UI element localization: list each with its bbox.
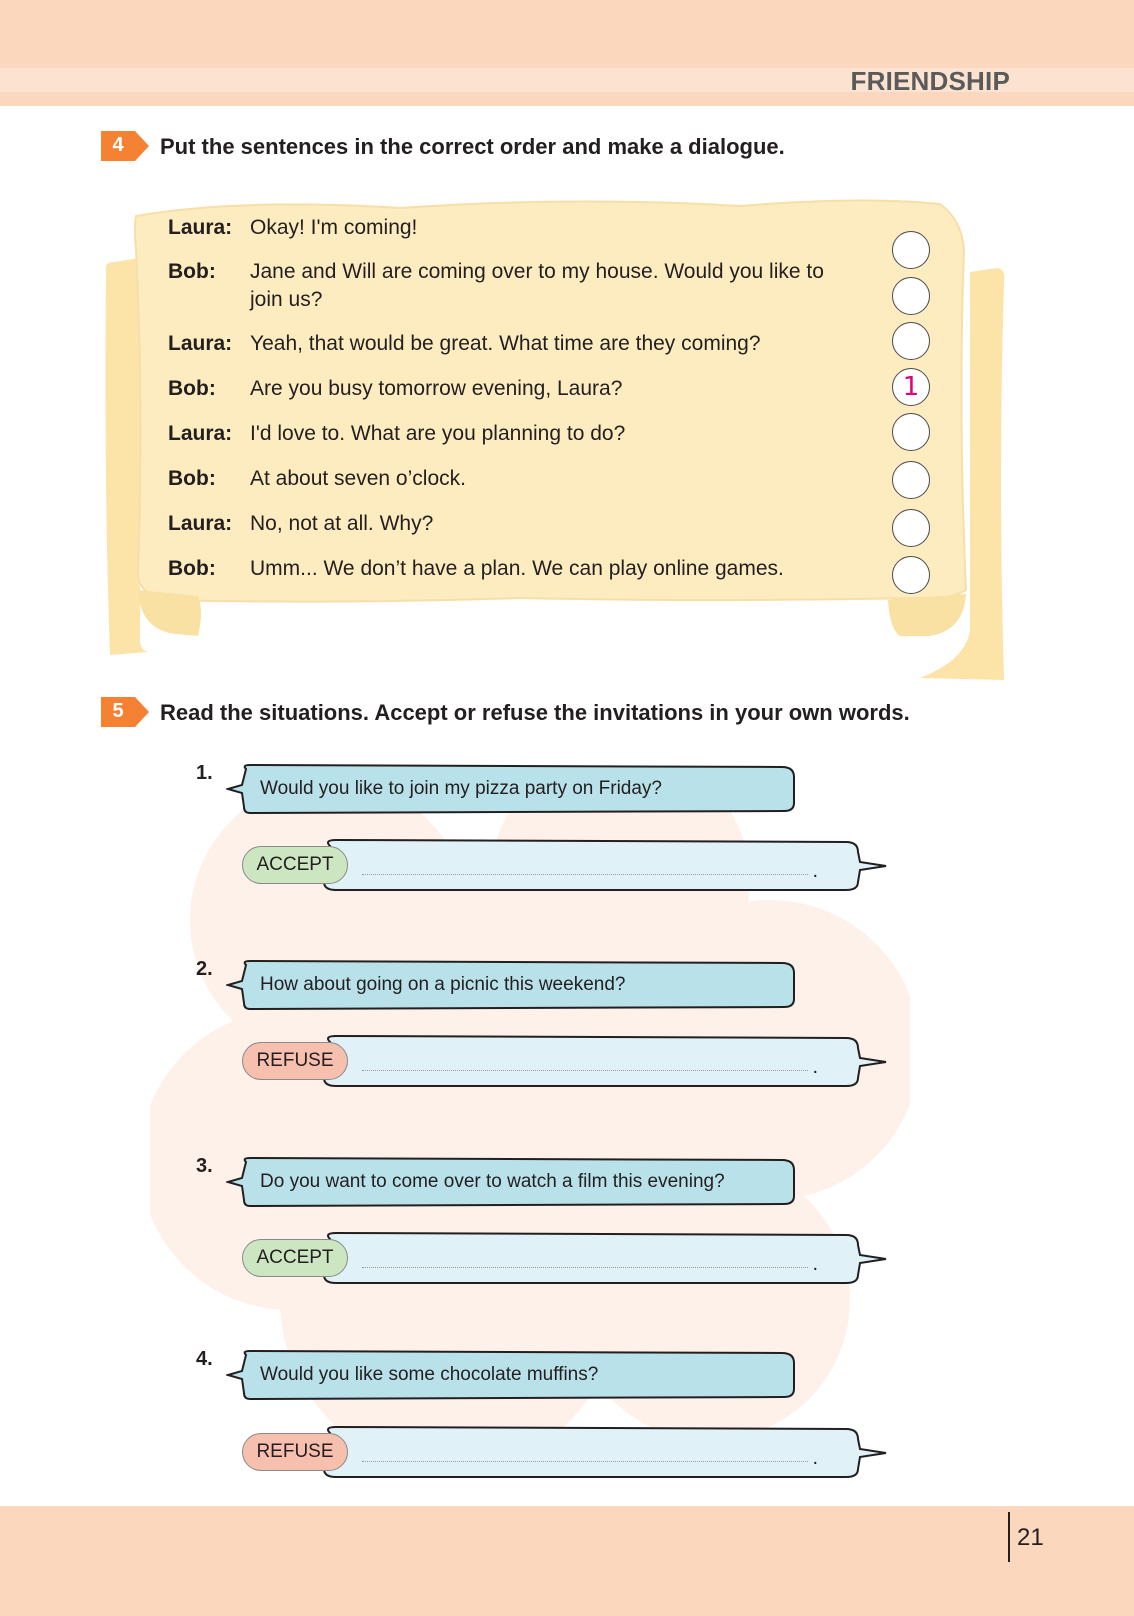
unit-title: FRIENDSHIP: [850, 66, 1010, 96]
answer-bubble: [240, 1231, 890, 1285]
accept-label: ACCEPT: [242, 846, 348, 884]
speaker-name: Laura:: [168, 422, 233, 445]
answer-period: .: [812, 1056, 818, 1078]
question-bubble: [226, 1349, 796, 1401]
item-number: 1.: [196, 762, 213, 784]
answer-line[interactable]: [362, 1461, 808, 1462]
refuse-label: REFUSE: [242, 1433, 348, 1471]
dialogue-text: Umm... We don’t have a plan. We can play online games.: [250, 557, 784, 580]
dialogue-text: Okay! I'm coming!: [250, 216, 418, 239]
answer-line[interactable]: [362, 1070, 808, 1071]
item-number: 4.: [196, 1348, 213, 1370]
answer-period: .: [812, 860, 818, 882]
item-number: 2.: [196, 958, 213, 980]
accept-label: ACCEPT: [242, 1239, 348, 1277]
question-bubble: [226, 959, 796, 1011]
page-number-rule: [1008, 1512, 1010, 1562]
dialogue-text: Yeah, that would be great. What time are they coming?: [250, 332, 761, 355]
question-text: How about going on a picnic this weekend?: [260, 974, 626, 995]
exercise-4-badge: [101, 131, 145, 161]
question-text: Would you like to join my pizza party on Friday?: [260, 778, 662, 799]
answer-period: .: [812, 1253, 818, 1275]
order-box[interactable]: [892, 322, 930, 360]
dialogue-text: I'd love to. What are you planning to do?: [250, 422, 626, 445]
question-text: Would you like some chocolate muffins?: [260, 1364, 599, 1385]
order-box[interactable]: [892, 509, 930, 547]
speaker-name: Bob:: [168, 260, 216, 283]
speaker-name: Laura:: [168, 332, 233, 355]
answer-bubble: [240, 838, 890, 892]
dialogue-text: Jane and Will are coming over to my house. Would you like to join us?: [250, 260, 824, 311]
answer-line[interactable]: [362, 874, 808, 875]
order-box[interactable]: [892, 277, 930, 315]
order-box[interactable]: [892, 231, 930, 269]
order-box[interactable]: 1: [892, 368, 930, 406]
answer-bubble: [240, 1034, 890, 1088]
refuse-label: REFUSE: [242, 1042, 348, 1080]
speaker-name: Laura:: [168, 512, 233, 535]
answer-period: .: [812, 1447, 818, 1469]
dialogue-text: At about seven o’clock.: [250, 467, 466, 490]
question-bubble: [226, 1156, 796, 1208]
speaker-name: Laura:: [168, 216, 233, 239]
speaker-name: Bob:: [168, 467, 216, 490]
question-bubble: [226, 763, 796, 815]
dialogue-text: Are you busy tomorrow evening, Laura?: [250, 377, 623, 400]
exercise-4-number: 4: [112, 134, 124, 156]
item-number: 3.: [196, 1155, 213, 1177]
order-box[interactable]: [892, 413, 930, 451]
exercise-5-instruction: Read the situations. Accept or refuse the invitations in your own words.: [160, 700, 910, 725]
question-text: Do you want to come over to watch a film this evening?: [260, 1171, 725, 1192]
footer-band: [0, 1506, 1134, 1616]
order-box[interactable]: [892, 461, 930, 499]
speaker-name: Bob:: [168, 377, 216, 400]
page-number: 21: [1017, 1524, 1044, 1551]
order-box[interactable]: [892, 556, 930, 594]
answer-bubble: [240, 1425, 890, 1479]
dialogue-text: No, not at all. Why?: [250, 512, 434, 535]
exercise-5-number: 5: [112, 700, 124, 722]
exercise-4-instruction: Put the sentences in the correct order and make a dialogue.: [160, 134, 785, 159]
answer-line[interactable]: [362, 1267, 808, 1268]
speaker-name: Bob:: [168, 557, 216, 580]
exercise-5-badge: [101, 697, 145, 727]
